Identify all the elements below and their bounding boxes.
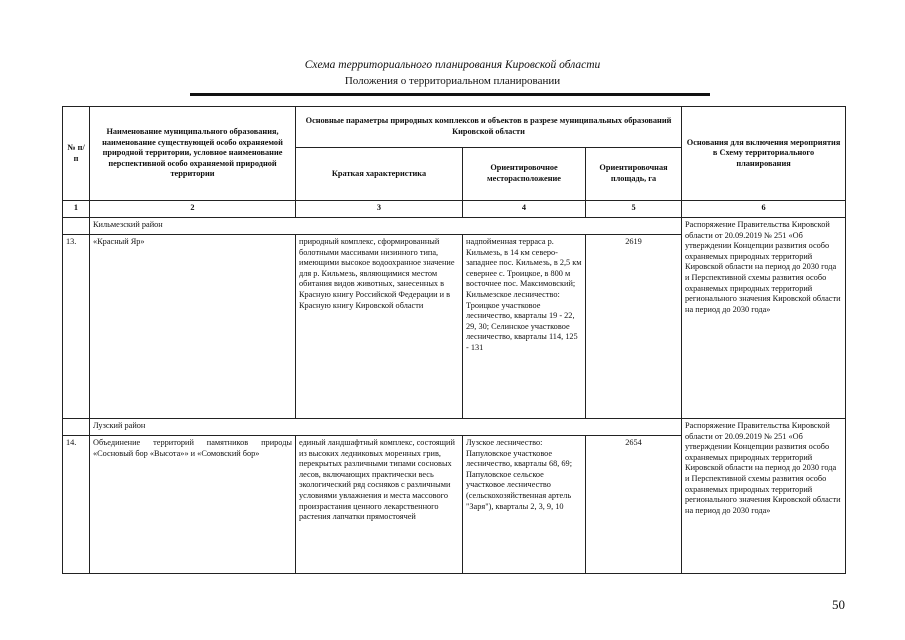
- area-value: 2654: [586, 436, 682, 574]
- col-number: 4: [463, 201, 586, 218]
- document-title: Схема территориального планирования Кировской области: [304, 59, 601, 71]
- col-number: 5: [586, 201, 682, 218]
- header-num: № п/п: [63, 107, 90, 201]
- column-numbers-row: [63, 201, 846, 218]
- header-location: Ориентировочное месторасположение: [463, 148, 586, 201]
- object-name: «Красный Яр»: [90, 235, 296, 419]
- col-number: 1: [63, 201, 90, 218]
- page-number: 50: [832, 597, 845, 612]
- district-name: Лузский район: [90, 419, 682, 436]
- district-name: Кильмезский район: [90, 218, 682, 235]
- basis-cell: Распоряжение Правительства Кировской области от 20.09.2019 № 251 «Об утверждении Концепции развития особо охраняемых природных территорий Кировской области на период до 2030 года и Перспективной схемы развития особо охраняемых природных территорий регионального значения Кировской области на период до 2030 года»: [682, 218, 846, 419]
- area-value: 2619: [586, 235, 682, 419]
- row-number: 13.: [63, 235, 90, 419]
- row-number: 14.: [63, 436, 90, 574]
- col-number: 6: [682, 201, 846, 218]
- header-area: Ориентировочная площадь, га: [586, 148, 682, 201]
- header-name: Наименование муниципального образования, наименование существующей особо охраняемой природной территории, условное наименование перспективной особо охраняемой природной территории: [90, 107, 296, 201]
- col-number: 2: [90, 201, 296, 218]
- header-basis: Основания для включения мероприятия в Схему территориального планирования: [682, 107, 846, 201]
- location-description: Лузское лесничество: Папуловское участковое лесничество, кварталы 68, 69; Папуловское сельское участковое лесничество (сельскохозяйственная артель "Заря"), кварталы 2, 3, 9, 10: [463, 436, 586, 574]
- district-row: [63, 419, 846, 436]
- brief-description: единый ландшафтный комплекс, состоящий из высоких ледниковых моренных грив, перекрытых различными типами сосновых лесов, включающих практически весь экологический ряд сосняков с различными условиями увлажнения и места массового произрастания ценного лекарственного растения лапчатки прямостоячей: [296, 436, 463, 574]
- header-params-group: Основные параметры природных комплексов и объектов в разрезе муниципальных образований Кировской области: [296, 107, 682, 148]
- basis-cell: Распоряжение Правительства Кировской области от 20.09.2019 № 251 «Об утверждении Концепции развития особо охраняемых природных территорий Кировской области на период до 2030 года и Перспективной схемы развития особо охраняемых природных территорий регионального значения Кировской области на период до 2030 года»: [682, 419, 846, 574]
- col-number: 3: [296, 201, 463, 218]
- district-row: [63, 218, 846, 235]
- planning-table: [62, 106, 846, 574]
- header-rule: [190, 93, 710, 96]
- location-description: надпойменная терраса р. Кильмезь, в 14 км северо-западнее пос. Кильмезь, в 2,5 км севернее с. Троицкое, в 800 м восточнее пос. Максимовский; Кильмезское лесничество: Троицкое участковое лесничество, кварталы 19 - 22, 29, 30; Селинское участковое лесничество, кварталы 114, 125 - 131: [463, 235, 586, 419]
- document-subtitle: Положения о территориальном планировании: [344, 75, 561, 87]
- object-name: Объединение территорий памятников природы «Сосновый бор «Высота»» и «Сомовский бор»: [90, 436, 296, 574]
- header-brief: Краткая характеристика: [296, 148, 463, 201]
- brief-description: природный комплекс, сформированный болотными массивами низинного типа, имеющими высокое водоохранное значение для р. Кильмезь, являющимися местом обитания видов животных, занесенных в Красную книгу Российской Федерации и в Красную книгу Кировской области: [296, 235, 463, 419]
